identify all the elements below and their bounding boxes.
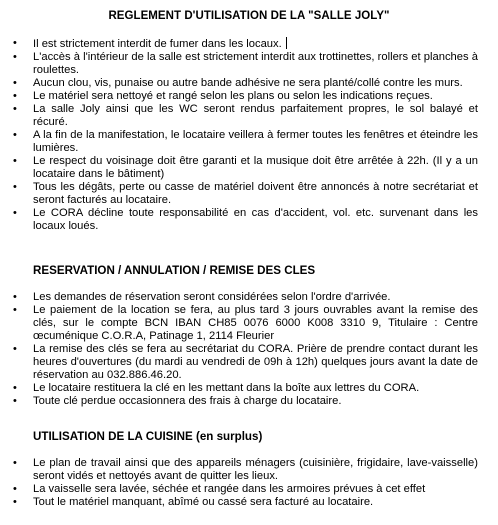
- bullet-icon: •: [13, 343, 17, 355]
- list-item: • Tous les dégâts, perte ou casse de matériel doivent être annoncés à notre secrétariat et seront facturés au locataire.: [13, 181, 478, 206]
- list-item: • La vaisselle sera lavée, séchée et rangée dans les armoires prévues à cet effet: [13, 483, 426, 495]
- bullet-icon: •: [13, 382, 17, 394]
- list-item: • Le CORA décline toute responsabilité en cas d'accident, vol. etc. survenant dans les locaux loués.: [13, 207, 478, 232]
- section-heading-reservation: RESERVATION / ANNULATION / REMISE DES CLES: [33, 264, 316, 277]
- kitchen-list: [0, 457, 478, 509]
- bullet-icon: •: [13, 155, 17, 167]
- reservation-list: [0, 291, 478, 408]
- bullet-icon: •: [13, 103, 17, 115]
- list-item: • Le locataire restituera la clé en les mettant dans la boîte aux lettres du CORA.: [13, 382, 420, 394]
- bullet-icon: •: [13, 37, 17, 49]
- document-title: REGLEMENT D'UTILISATION DE LA "SALLE JOLY": [108, 10, 390, 22]
- list-item: • Les demandes de réservation seront considérées selon l'ordre d'arrivée.: [13, 291, 391, 303]
- bullet-icon: •: [13, 207, 17, 219]
- list-item: • A la fin de la manifestation, le locataire veillera à fermer toutes les fenêtres et éteindre les lumières.: [13, 129, 478, 154]
- list-item: • Le plan de travail ainsi que des appareils ménagers (cuisinière, frigidaire, lave-vaisselle) seront vidés et nettoyés avant de quitter les lieux.: [13, 457, 478, 482]
- bullet-icon: •: [13, 304, 17, 316]
- list-item: • Le paiement de la location se fera, au plus tard 3 jours ouvrables avant la remise des clés, sur le compte BCN IBAN CH85 0076 6000 K008 3310 9, Titulaire : Centre œcuménique C.O.R.A, Patinage 1, 2114 Fleurier: [13, 304, 478, 342]
- list-item: • La salle Joly ainsi que les WC seront rendus parfaitement propres, le sol balayé et récuré.: [13, 103, 478, 128]
- list-item: • L'accès à l'intérieur de la salle est strictement interdit aux trottinettes, rollers et planches à roulettes.: [13, 51, 478, 76]
- bullet-icon: •: [13, 291, 17, 303]
- list-item: • La remise des clés se fera au secrétariat du CORA. Prière de prendre contact durant les heures d'ouvertures (du mardi au vendredi de 09h à 12h) quelques jours avant la date de réservation au 032.886.46.20.: [13, 343, 478, 381]
- rules-list: [0, 37, 478, 233]
- text-cursor: [286, 37, 287, 49]
- bullet-icon: •: [13, 395, 17, 407]
- bullet-icon: •: [13, 129, 17, 141]
- bullet-icon: •: [13, 90, 17, 102]
- list-item: • Toute clé perdue occasionnera des frais à charge du locataire.: [13, 395, 342, 407]
- list-item: • Le respect du voisinage doit être garanti et la musique doit être arrêtée à 22h. (Il y a un locataire dans le bâtiment): [13, 155, 478, 180]
- section-heading-kitchen: UTILISATION DE LA CUISINE (en surplus): [33, 430, 263, 443]
- bullet-icon: •: [13, 496, 17, 508]
- list-item: • Tout le matériel manquant, abîmé ou cassé sera facturé au locataire.: [13, 496, 374, 508]
- list-item: • Aucun clou, vis, punaise ou autre bande adhésive ne sera planté/collé contre les murs.: [13, 77, 463, 89]
- bullet-icon: •: [13, 77, 17, 89]
- list-item: • Il est strictement interdit de fumer dans les locaux.: [0, 37, 478, 51]
- bullet-icon: •: [13, 457, 17, 469]
- bullet-icon: •: [13, 51, 17, 63]
- bullet-icon: •: [13, 483, 17, 495]
- bullet-icon: •: [13, 181, 17, 193]
- list-item: • Le matériel sera nettoyé et rangé selon les plans ou selon les indications reçues.: [13, 90, 433, 102]
